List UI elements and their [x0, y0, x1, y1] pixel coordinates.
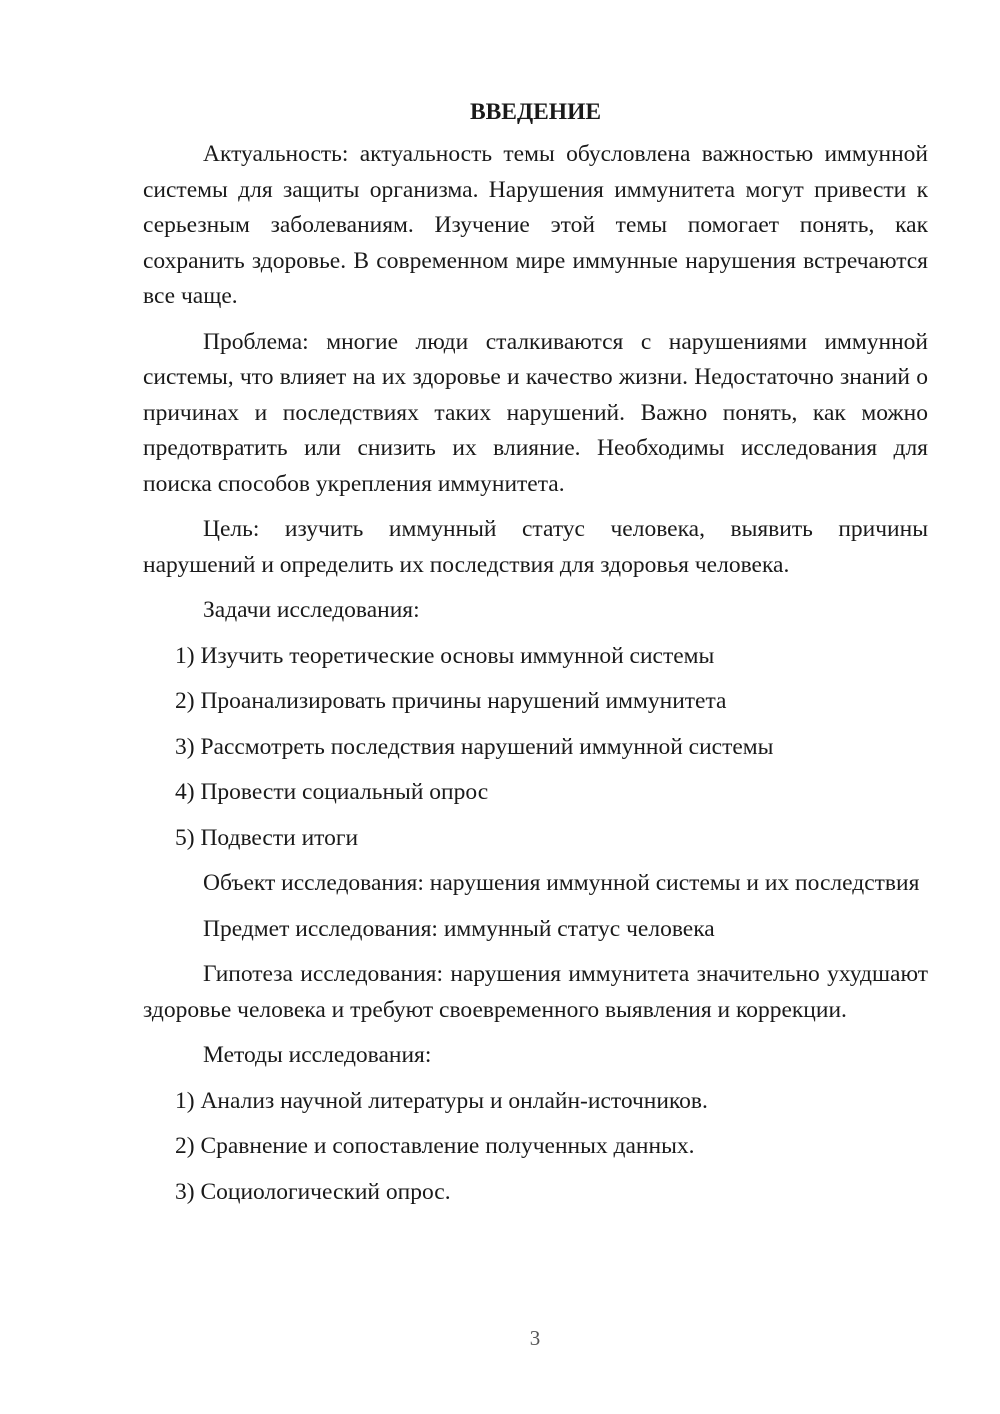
object-paragraph: Объект исследования: нарушения иммунной системы и их последствия: [203, 870, 920, 896]
methods-list: [143, 1084, 928, 1211]
list-item: 2) Сравнение и сопоставление полученных данных.: [175, 1133, 695, 1159]
list-item: 4) Провести социальный опрос: [175, 779, 489, 805]
tasks-heading: Задачи исследования:: [203, 597, 420, 623]
problem-paragraph: Проблема: многие люди сталкиваются с нарушениями иммунной системы, что влияет на их здоровье и качество жизни. Недостаточно знаний о причинах и последствиях таких нарушений. Важно понять, как можно предотвратить или снизить их влияние. Необходимы исследования для поиска способов укрепления иммунитета.: [143, 328, 928, 497]
list-item: 3) Рассмотреть последствия нарушений иммунной системы: [175, 733, 774, 760]
tasks-list: [143, 639, 928, 857]
list-item: 1) Изучить теоретические основы иммунной системы: [175, 642, 715, 669]
list-item: 5) Подвести итоги: [175, 824, 359, 851]
document-page: [143, 97, 928, 1220]
methods-heading: Методы исследования:: [203, 1042, 432, 1068]
list-item: 1) Анализ научной литературы и онлайн-источников.: [175, 1087, 708, 1114]
section-title: ВВЕДЕНИЕ: [469, 99, 602, 125]
hypothesis-paragraph: Гипотеза исследования: нарушения иммунитета значительно ухудшают здоровье человека и требуют своевременного выявления и коррекции.: [143, 961, 928, 1023]
relevance-paragraph: Актуальность: актуальность темы обусловлена важностью иммунной системы для защиты организма. Нарушения иммунитета могут привести к серьезным заболеваниям. Изучение этой темы помогает понять, как сохранить здоровье. В современном мире иммунные нарушения встречаются все чаще.: [143, 141, 928, 309]
subject-paragraph: Предмет исследования: иммунный статус человека: [203, 915, 715, 942]
list-item: 2) Проанализировать причины нарушений иммунитета: [175, 688, 727, 714]
list-item: 3) Социологический опрос.: [175, 1178, 451, 1205]
goal-paragraph: Цель: изучить иммунный статус человека, выявить причины нарушений и определить их последствия для здоровья человека.: [143, 516, 928, 578]
page-number: 3: [529, 1326, 541, 1350]
